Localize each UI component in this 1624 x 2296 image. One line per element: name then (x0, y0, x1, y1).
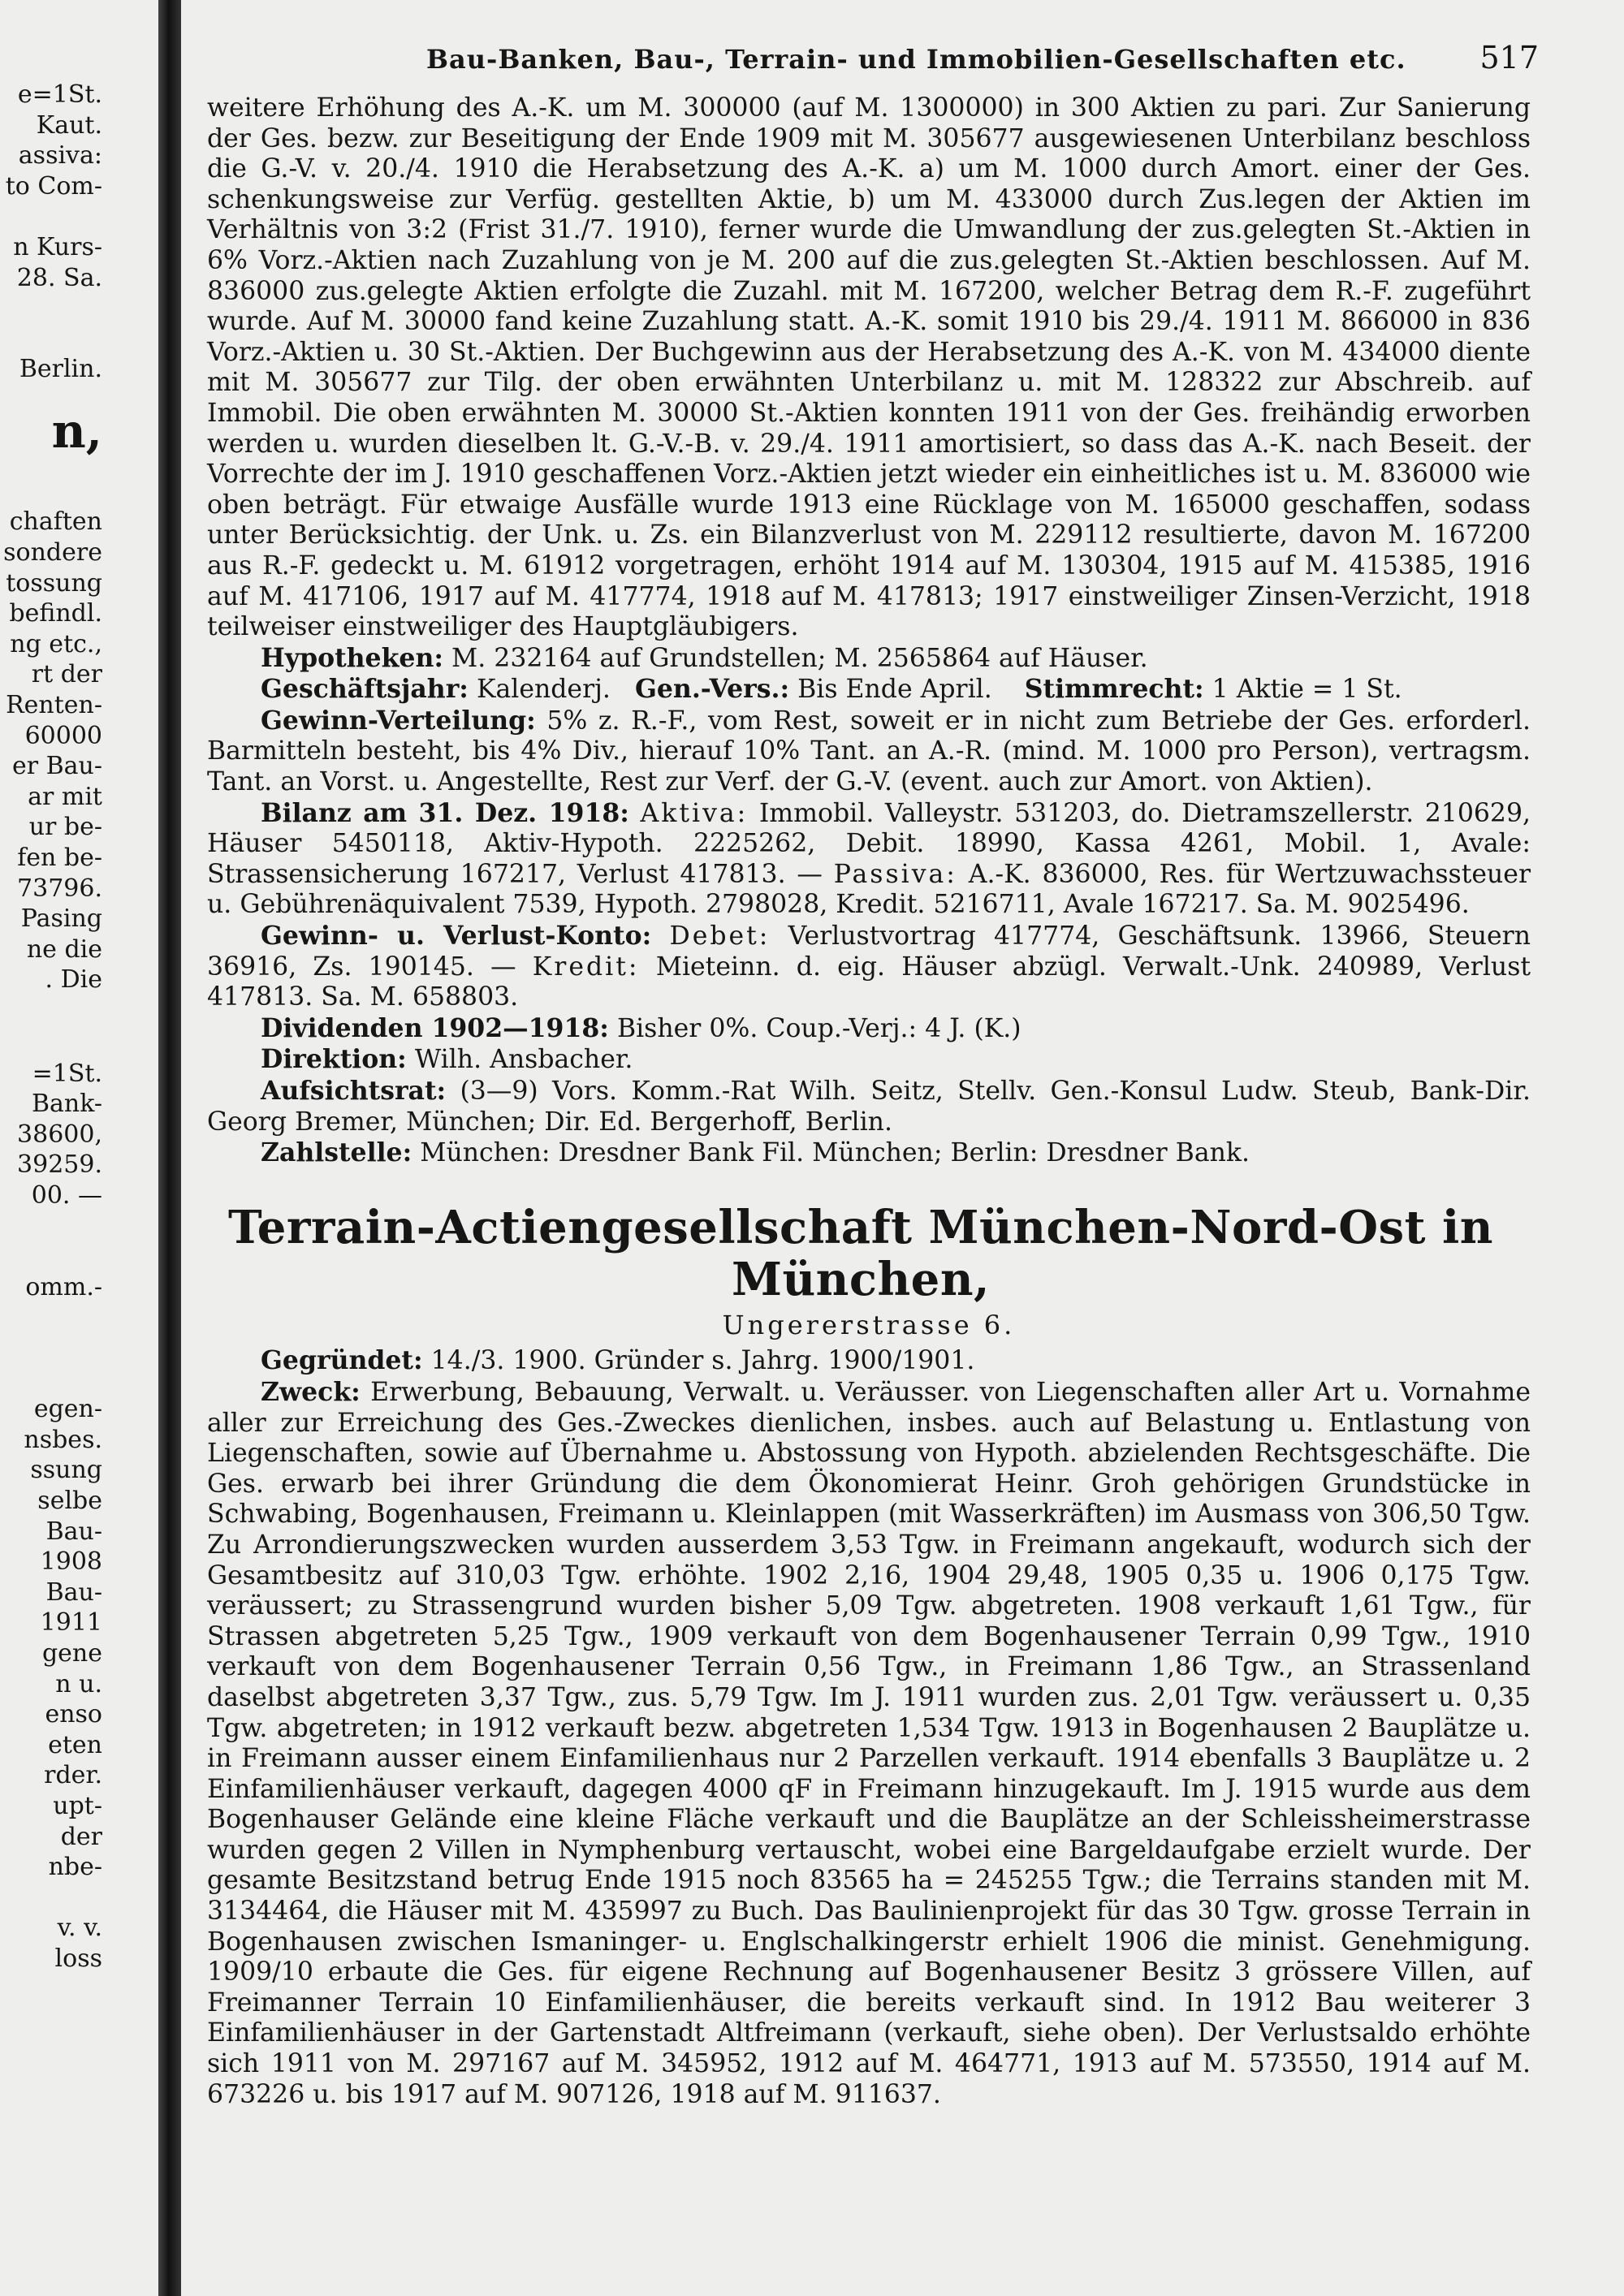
zahlstelle-entry (207, 1137, 1531, 1169)
left-column-fragments (0, 81, 154, 2273)
left-column-line: nsbes. (24, 1425, 102, 1454)
guv-entry (207, 921, 1531, 1013)
left-column-line: egen- (33, 1395, 102, 1424)
main-column (207, 40, 1539, 2110)
left-column-line: 38600, (17, 1120, 102, 1149)
left-column-line: 00. — (31, 1181, 102, 1210)
left-column-line: Kaut. (36, 110, 102, 140)
company-title: Terrain-Actiengesellschaft München-Nord-Ost in München, (228, 1200, 1493, 1306)
left-column-line: 73796. (17, 874, 102, 903)
geschaeftsjahr-text: Kalenderj. (476, 675, 611, 705)
left-column-line: Berlin. (19, 355, 102, 384)
left-column-line: nbe- (48, 1853, 102, 1882)
genvers-label: Gen.-Vers.: (634, 674, 790, 705)
geschaeftsjahr-label: Geschäftsjahr: (261, 674, 469, 705)
guv-debet-text: Verlustvortrag 417774, Geschäftsunk. 13966, Steuern 36916, Zs. 190145. — (207, 921, 1531, 982)
genvers-text: Bis Ende April. (797, 675, 992, 705)
gewinn-verteilung-label: Gewinn-Verteilung: (261, 705, 536, 736)
aufsichtsrat-label: Aufsichtsrat: (261, 1076, 447, 1106)
gewinn-verteilung-entry (207, 706, 1531, 798)
stimmrecht-label: Stimmrecht: (1024, 674, 1204, 705)
left-column-line: . Die (45, 965, 102, 995)
left-column-line: rt der (31, 660, 102, 689)
left-column-line: Bau- (45, 1577, 102, 1607)
bilanz-aktiva-label: Aktiva: (640, 798, 749, 828)
gewinn-verteilung-text: 5% z. R.-F., vom Rest, soweit er in nicht zum Betriebe der Ges. erforderl. Barmitteln besteht, bis 4% Div., hierauf 10% Tant. an A.-R. (mind. M. 1000 pro Person), vertragsm. Tant. an Vorst. u. Angestellte, Rest zur Verf. der G.-V. (event. auch zur Amort. von Aktien). (207, 706, 1531, 797)
zweck-text: Erwerbung, Bebauung, Verwalt. u. Veräusser. von Liegenschaften aller Art u. Vornahme aller zur Erreichung des Ges.-Zweckes dienlichen, insbes. auch auf Belastung u. Entlastung von Liegenschaften, sowie auf Übernahme u. Abstossung von Hypoth. abzielenden Rechtsgeschäfte. Die Ges. erwarb bei ihrer Gründung die dem Ökonomierat Heinr. Groh gehörigen Grundstücke in Schwabing, Bogenhausen, Freimann u. Kleinlappen (mit Wasserkräften) im Ausmass von 306,50 Tgw. Zu Arrondierungszwecken wurden ausserdem 3,53 Tgw. in Freimann angekauft, wodurch sich der Gesamtbesitz auf 310,03 Tgw. erhöhte. 1902 2,16, 1904 29,48, 1905 0,35 u. 1906 0,175 Tgw. veräussert; zu Strassengrund wurden bisher 5,09 Tgw. abgetreten. 1908 verkauft 1,61 Tgw., für Strassen abgetreten 5,25 Tgw., 1909 verkauft von dem Bogenhausener Terrain 0,99 Tgw., 1910 verkauft von dem Bogenhausener Terrain 0,56 Tgw., in Freimann 1,86 Tgw., an Strassenland daselbst abgetreten 3,37 Tgw., zus. 5,79 Tgw. Im J. 1911 wurden zus. 2,01 Tgw. veräussert u. 0,35 Tgw. abgetreten; in 1912 verkauft bezw. abgetreten 1,534 Tgw. 1913 in Bogenhausen 2 Bauplätze u. in Freimann ausser einem Einfamilienhaus nur 2 Parzellen verkauft. 1914 ebenfalls 3 Bauplätze u. 2 Einfamilienhäuser verkauft, dagegen 4000 qF in Freimann hinzugekauft. Im J. 1915 wurde aus dem Bogenhauser Gelände eine kleine Fläche verkauft und die Bauplätze an der Schleissheimerstrasse wurden gegen 2 Villen in Nymphenburg vertauscht, wobei eine Bargeldaufgabe erzielt wurde. Der gesamte Besitzstand betrug Ende 1915 noch 83565 ha = 245255 Tgw.; die Terrains standen mit M. 3134464, die Häuser mit M. 435997 zu Buch. Das Baulinienprojekt für das 30 Tgw. grosse Terrain in Bogenhausen zwischen Ismaninger- u. Englschalkingerstr erhielt 1906 die minist. Genehmigung. 1909/10 erbaute die Ges. für eigene Rechnung auf Bogenhausener Besitz 3 grössere Villen, auf Freimanner Terrain 10 Einfamilienhäuser, die bereits verkauft sind. In 1912 Bau weiterer 3 Einfamilienhäuser in der Gartenstadt Altfreimann (verkauft, siehe oben). Der Verlustsaldo erhöhte sich 1911 von M. 297167 auf M. 345952, 1912 auf M. 464771, 1913 auf M. 573550, 1914 auf M. 673226 u. bis 1917 auf M. 907126, 1918 auf M. 911637. (207, 1377, 1531, 2109)
left-column-line: upt- (53, 1792, 102, 1820)
left-column-line: n Kurs- (13, 233, 102, 261)
dividenden-entry (207, 1013, 1531, 1045)
dividenden-text: Bisher 0%. Coup.-Verj.: 4 J. (K.) (616, 1013, 1021, 1043)
left-column-line: tossung (6, 568, 102, 598)
left-column-line: omm.- (25, 1272, 102, 1301)
left-column-line: Bank- (31, 1090, 102, 1119)
left-column-line: ur be- (28, 813, 102, 842)
bilanz-label: Bilanz am 31. Dez. 1918: (261, 797, 629, 828)
zahlstelle-label: Zahlstelle: (261, 1137, 412, 1168)
left-column-line: rder. (44, 1761, 102, 1790)
guv-kredit-text: Mieteinn. d. eig. Häuser abzügl. Verwalt.-Unk. 240989, Verlust 417813. Sa. M. 658803. (207, 952, 1531, 1012)
left-column-line: loss (54, 1944, 102, 1973)
geschaeftsjahr-entry (207, 674, 1531, 706)
left-column-line: to Com- (5, 171, 102, 201)
left-column-line: Bau- (45, 1517, 102, 1546)
left-column-line: er Bau- (11, 752, 102, 781)
capital-history-paragraph: weitere Erhöhung des A.-K. um M. 300000 (auf M. 1300000) in 300 Aktien zu pari. Zur Sanierung der Ges. bezw. zur Beseitigung der Ende 1909 mit M. 305677 ausgewiesenen Unterbilanz beschloss die G.-V. v. 20./4. 1910 die Herabsetzung des A.-K. a) um M. 1000 durch Amort. einer der Ges. schenkungsweise zur Verfüg. gestellten Aktie, b) um M. 433000 durch Zus.legen der Aktien im Verhältnis von 3:2 (Frist 31./7. 1910), ferner wurde die Umwandlung der zus.gelegten St.-Aktien in 6% Vorz.-Aktien nach Zuzahlung von je M. 200 auf die zus.gelegten St.-Aktien beschlossen. Auf M. 836000 zus.gelegte Aktien erfolgte die Zuzahl. mit M. 167200, welcher Betrag dem R.-F. zugeführt wurde. Auf M. 30000 fand keine Zuzahlung statt. A.-K. somit 1910 bis 29./4. 1911 M. 866000 in 836 Vorz.-Aktien u. 30 St.-Aktien. Der Buchgewinn aus der Herabsetzung des A.-K. von M. 434000 diente mit M. 305677 zur Tilg. der oben erwähnten Unterbilanz u. mit M. 128322 zur Abschreib. auf Immobil. Die oben erwähnten M. 30000 St.-Aktien konnten 1911 von der Ges. freihändig erworben werden u. wurden dieselben lt. G.-V.-B. v. 29./4. 1911 amortisiert, so dass das A.-K. nach Beseit. der Vorrechte der im J. 1910 geschaffenen Vorz.-Aktien jetzt wieder ein einheitliches ist u. M. 836000 wie oben beträgt. Für etwaige Ausfälle wurde 1913 eine Rücklage von M. 165000 geschaffen, sodass unter Berücksichtig. der Unk. u. Zs. ein Bilanzverlust von M. 229112 resultierte, davon M. 167200 aus R.-F. gedeckt u. M. 61912 vorgetragen, erhöht 1914 auf M. 130304, 1915 auf M. 415385, 1916 auf M. 417106, 1917 auf M. 417774, 1918 auf M. 417813; 1917 einstweiliger Zinsen-Verzicht, 1918 teilweiser einstweiliger des Hauptgläubigers. (207, 93, 1531, 642)
left-column-line: v. v. (57, 1914, 102, 1943)
bilanz-entry (207, 798, 1531, 921)
hypotheken-entry (207, 643, 1531, 675)
left-column-line: fen be- (17, 844, 102, 872)
hypotheken-text: M. 232164 auf Grundstellen; M. 2565864 auf Häuser. (451, 643, 1148, 673)
bilanz-passiva-label: Passiva: (833, 859, 957, 889)
guv-label: Gewinn- u. Verlust-Konto: (261, 921, 652, 952)
guv-kredit-label: Kredit: (532, 952, 640, 982)
hypotheken-label: Hypotheken: (261, 642, 443, 673)
stimmrecht-text: 1 Aktie = 1 St. (1212, 675, 1402, 705)
left-column-line: 39259. (17, 1150, 102, 1180)
left-column-line: ng etc., (10, 629, 102, 658)
left-column-line: enso (45, 1700, 102, 1729)
left-column-line: chaften (9, 507, 102, 537)
left-column-line: ssung (30, 1456, 102, 1485)
left-column-line: e=1St. (17, 81, 102, 109)
left-column-line: 28. Sa. (16, 263, 102, 292)
left-column-line: Pasing (20, 904, 102, 934)
running-header (207, 40, 1539, 93)
left-column-line: 1908 (40, 1547, 102, 1577)
left-column-line: eten (48, 1730, 102, 1759)
left-column-line: ne die (26, 934, 102, 964)
left-column-line: der (60, 1822, 102, 1851)
zweck-entry (207, 1377, 1531, 2110)
zweck-label: Zweck: (261, 1376, 361, 1407)
zahlstelle-text: München: Dresdner Bank Fil. München; Berlin: Dresdner Bank. (420, 1138, 1250, 1168)
page-gutter (158, 0, 181, 2296)
page-number: 517 (1479, 40, 1539, 76)
left-column-line: 60000 (24, 721, 102, 750)
left-column-line: Renten- (6, 691, 102, 719)
left-column-line: 1911 (40, 1608, 102, 1638)
aufsichtsrat-entry (207, 1076, 1531, 1137)
left-column-line: selbe (37, 1487, 102, 1515)
gegruendet-entry (207, 1345, 1531, 1377)
left-column-line: befindl. (9, 599, 102, 628)
direktion-entry (207, 1044, 1531, 1076)
direktion-label: Direktion: (261, 1044, 407, 1075)
left-column-line: assiva: (18, 141, 102, 170)
gegruendet-label: Gegründet: (261, 1345, 423, 1376)
left-column-line: gene (41, 1639, 102, 1668)
left-column-line: n u. (55, 1669, 102, 1698)
left-column-line: n, (51, 403, 102, 459)
gegruendet-text: 14./3. 1900. Gründer s. Jahrg. 1900/1901. (430, 1346, 975, 1376)
guv-debet-label: Debet: (669, 921, 771, 952)
aufsichtsrat-text: (3—9) Vors. Komm.-Rat Wilh. Seitz, Stellv. Gen.-Konsul Ludw. Steub, Bank-Dir. Georg Bremer, München; Dir. Ed. Bergerhoff, Berlin. (207, 1077, 1531, 1137)
company-address: Ungererstrasse 6. (722, 1309, 1016, 1340)
left-column-line: sondere (3, 538, 102, 567)
left-column-line: =1St. (32, 1059, 102, 1088)
dividenden-label: Dividenden 1902—1918: (261, 1012, 609, 1043)
direktion-text: Wilh. Ansbacher. (414, 1045, 633, 1075)
left-column-line: ar mit (28, 782, 102, 811)
bilanz-aktiva-text: Immobil. Valleystr. 531203, do. Dietramszellerstr. 210629, Häuser 5450118, Aktiv-Hypoth. 2225262, Debit. 18990, Kassa 4261, Mobil. 1, Avale: Strassensicherung 167217, Verlust 417813. — (207, 798, 1531, 889)
bilanz-passiva-text: A.-K. 836000, Res. für Wertzuwachssteuer u. Gebührenäquivalent 7539, Hypoth. 2798028, Kredit. 5216711, Avale 167217. Sa. M. 9025496. (207, 859, 1531, 920)
running-header-title: Bau-Banken, Bau-, Terrain- und Immobilien-Gesellschaften etc. (426, 44, 1406, 75)
